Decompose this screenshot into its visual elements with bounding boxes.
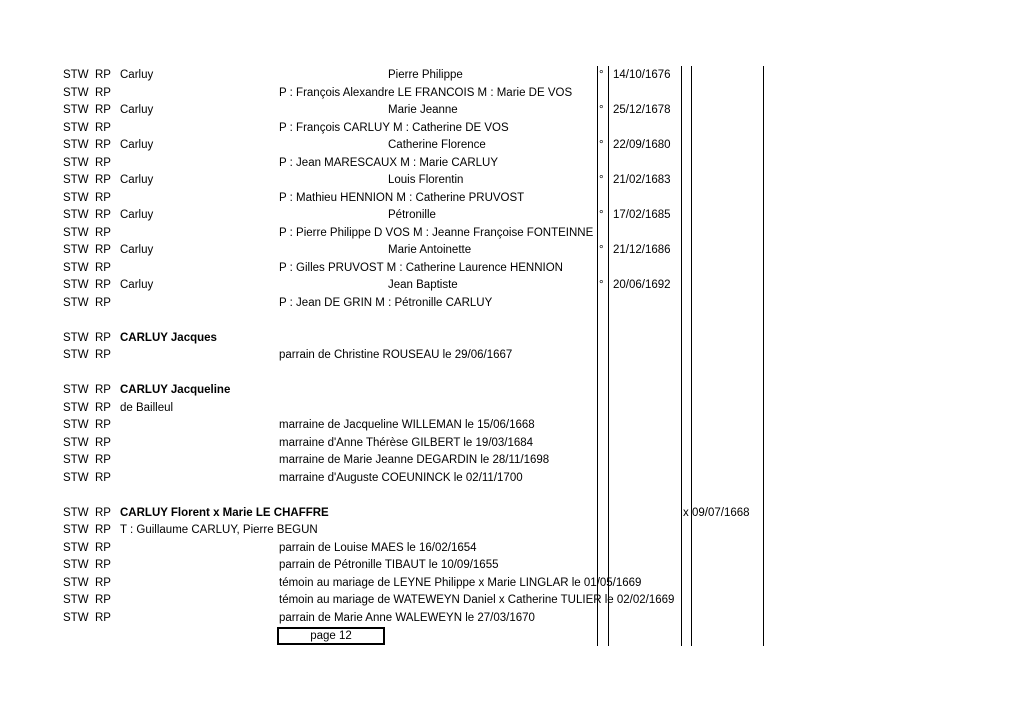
entry-text: P : Jean DE GRIN M : Pétronille CARLUY	[279, 296, 493, 309]
column-divider	[691, 66, 692, 646]
birth-mark: °	[599, 104, 604, 116]
person-name: CARLUY Jacqueline	[120, 384, 231, 396]
source-code: STW	[63, 209, 89, 221]
birth-mark: °	[599, 139, 604, 151]
source-code: STW	[63, 611, 89, 624]
person-name: CARLUY Jacques	[120, 331, 217, 344]
page-number: page 12	[310, 630, 352, 642]
birth-mark: °	[599, 209, 604, 221]
entry-text: P : Mathieu HENNION M : Catherine PRUVOST	[279, 191, 525, 204]
entry-text: marraine d'Anne Thérèse GILBERT le 19/03/1684	[279, 436, 534, 449]
source-code: STW	[63, 69, 89, 81]
source-code: STW	[63, 331, 89, 344]
birth-date: 21/12/1686	[613, 244, 671, 256]
source-code: STW	[63, 279, 89, 291]
table-row	[0, 66, 1024, 84]
source-code: STW	[63, 419, 89, 431]
person-name: Carluy	[120, 139, 154, 151]
column-divider	[608, 66, 609, 646]
table-row	[0, 556, 1024, 574]
person-name: Carluy	[120, 174, 154, 186]
source-code: STW	[63, 174, 89, 186]
blank-row	[0, 364, 1024, 382]
source-code: STW	[63, 524, 89, 536]
table-row	[0, 294, 1024, 312]
source-code: STW	[63, 86, 89, 99]
register-code: RP	[95, 576, 111, 589]
table-row	[0, 101, 1024, 119]
register-code: RP	[95, 594, 111, 606]
entry-text: témoin au mariage de LEYNE Philippe x Marie LINGLAR le 01/05/1669	[279, 576, 642, 589]
register-code: RP	[95, 86, 111, 99]
register-code: RP	[95, 436, 111, 449]
table-row	[0, 346, 1024, 364]
child-name: Jean Baptiste	[388, 279, 458, 291]
register-code: RP	[95, 174, 111, 186]
register-code: RP	[95, 384, 111, 396]
birth-date: 25/12/1678	[613, 104, 671, 116]
table-row	[0, 469, 1024, 487]
source-code: STW	[63, 121, 89, 134]
table-row	[0, 504, 1024, 522]
source-code: STW	[63, 454, 89, 466]
register-code: RP	[95, 559, 111, 571]
register-code: RP	[95, 331, 111, 344]
marriage-date: 09/07/1668	[692, 506, 750, 519]
child-name: Pierre Philippe	[388, 69, 463, 81]
register-code: RP	[95, 454, 111, 466]
register-code: RP	[95, 506, 111, 519]
page-number-box	[277, 627, 385, 645]
table-row	[0, 434, 1024, 452]
register-code: RP	[95, 471, 111, 484]
person-name: Carluy	[120, 104, 154, 116]
table-row	[0, 206, 1024, 224]
register-code: RP	[95, 419, 111, 431]
table-row	[0, 521, 1024, 539]
entry-text: P : Jean MARESCAUX M : Marie CARLUY	[279, 156, 498, 169]
register-code: RP	[95, 296, 111, 309]
register-code: RP	[95, 121, 111, 134]
register-code: RP	[95, 139, 111, 151]
table-row	[0, 259, 1024, 277]
person-name: de Bailleul	[120, 401, 174, 414]
register-code: RP	[95, 226, 111, 239]
birth-mark: °	[599, 244, 604, 256]
entry-text: P : François Alexandre LE FRANCOIS M : Marie DE VOS	[279, 86, 573, 99]
register-code: RP	[95, 541, 111, 554]
birth-mark: °	[599, 279, 604, 291]
table-row	[0, 591, 1024, 609]
source-code: STW	[63, 436, 89, 449]
entry-text: marraine d'Auguste COEUNINCK le 02/11/1700	[279, 471, 523, 484]
table-row	[0, 171, 1024, 189]
entry-text: marraine de Jacqueline WILLEMAN le 15/06/1668	[279, 419, 535, 431]
table-row	[0, 154, 1024, 172]
table-row	[0, 416, 1024, 434]
person-name: Carluy	[120, 244, 154, 256]
entry-text: marraine de Marie Jeanne DEGARDIN le 28/11/1698	[279, 454, 550, 466]
register-code: RP	[95, 261, 111, 274]
source-code: STW	[63, 139, 89, 151]
table-row	[0, 119, 1024, 137]
table-row	[0, 241, 1024, 259]
blank-row	[0, 311, 1024, 329]
table-row	[0, 189, 1024, 207]
birth-mark: °	[599, 174, 604, 186]
entry-text: parrain de Christine ROUSEAU le 29/06/1667	[279, 349, 513, 361]
child-name: Marie Antoinette	[388, 244, 472, 256]
source-code: STW	[63, 191, 89, 204]
birth-date: 14/10/1676	[613, 69, 671, 81]
entry-text: parrain de Pétronille TIBAUT le 10/09/1655	[279, 559, 499, 571]
register-code: RP	[95, 349, 111, 361]
entry-text: P : François CARLUY M : Catherine DE VOS	[279, 121, 509, 134]
source-code: STW	[63, 471, 89, 484]
table-row	[0, 329, 1024, 347]
source-code: STW	[63, 541, 89, 554]
birth-date: 22/09/1680	[613, 139, 671, 151]
table-row	[0, 574, 1024, 592]
source-code: STW	[63, 401, 89, 414]
birth-date: 20/06/1692	[613, 279, 671, 291]
register-code: RP	[95, 69, 111, 81]
register-code: RP	[95, 244, 111, 256]
column-divider	[763, 66, 764, 646]
entry-text: parrain de Marie Anne WALEWEYN le 27/03/1670	[279, 611, 535, 624]
source-code: STW	[63, 156, 89, 169]
person-name: Carluy	[120, 209, 154, 221]
register-code: RP	[95, 209, 111, 221]
person-name: Carluy	[120, 279, 154, 291]
register-code: RP	[95, 611, 111, 624]
table-row	[0, 399, 1024, 417]
register-code: RP	[95, 401, 111, 414]
birth-date: 17/02/1685	[613, 209, 671, 221]
source-code: STW	[63, 296, 89, 309]
entry-text: parrain de Louise MAES le 16/02/1654	[279, 541, 477, 554]
column-divider	[681, 66, 682, 646]
source-code: STW	[63, 104, 89, 116]
register-code: RP	[95, 104, 111, 116]
register-code: RP	[95, 156, 111, 169]
entry-text: P : Gilles PRUVOST M : Catherine Laurence HENNION	[279, 261, 563, 274]
child-name: Catherine Florence	[388, 139, 486, 151]
child-name: Pétronille	[388, 209, 436, 221]
source-code: STW	[63, 576, 89, 589]
entry-text: témoin au mariage de WATEWEYN Daniel x Catherine TULIER le 02/02/1669	[279, 594, 675, 606]
table-row	[0, 224, 1024, 242]
marriage-mark: x	[683, 506, 689, 519]
register-code: RP	[95, 524, 111, 536]
person-name: T : Guillaume CARLUY, Pierre BEGUN	[120, 524, 318, 536]
table-row	[0, 381, 1024, 399]
person-name: Carluy	[120, 69, 154, 81]
child-name: Louis Florentin	[388, 174, 464, 186]
table-row	[0, 84, 1024, 102]
child-name: Marie Jeanne	[388, 104, 458, 116]
table-row	[0, 136, 1024, 154]
person-name: CARLUY Florent x Marie LE CHAFFRE	[120, 506, 329, 519]
source-code: STW	[63, 226, 89, 239]
table-row	[0, 276, 1024, 294]
source-code: STW	[63, 506, 89, 519]
birth-mark: °	[599, 69, 604, 81]
source-code: STW	[63, 559, 89, 571]
register-code: RP	[95, 191, 111, 204]
blank-row	[0, 486, 1024, 504]
source-code: STW	[63, 349, 89, 361]
table-row	[0, 539, 1024, 557]
birth-date: 21/02/1683	[613, 174, 671, 186]
table-row	[0, 609, 1024, 627]
entry-text: P : Pierre Philippe D VOS M : Jeanne Françoise FONTEINNE	[279, 226, 594, 239]
column-divider	[597, 66, 598, 646]
register-code: RP	[95, 279, 111, 291]
source-code: STW	[63, 261, 89, 274]
table-row	[0, 451, 1024, 469]
source-code: STW	[63, 244, 89, 256]
source-code: STW	[63, 384, 89, 396]
source-code: STW	[63, 594, 89, 606]
